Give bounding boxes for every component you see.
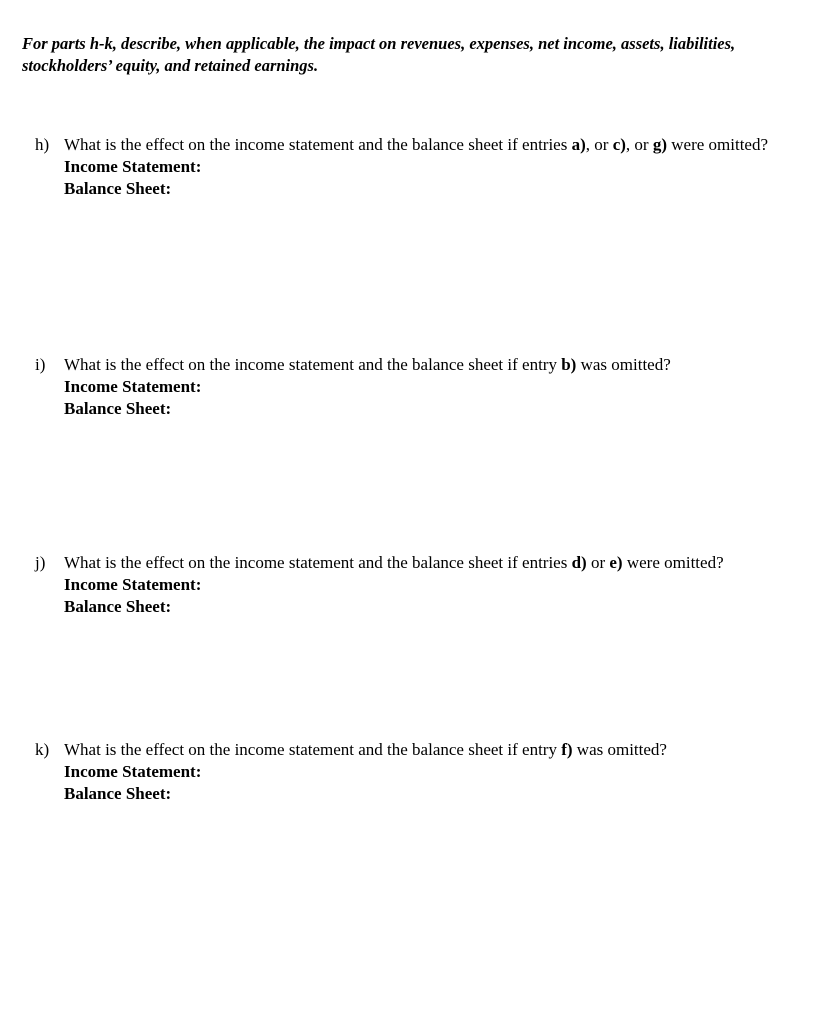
- balance-sheet-label: Balance Sheet:: [64, 399, 172, 418]
- question-label: j): [35, 553, 46, 572]
- entry-reference: f): [561, 740, 573, 759]
- question-k: [35, 739, 815, 805]
- question-i: [35, 354, 815, 420]
- income-statement-label: Income Statement:: [64, 157, 202, 176]
- question-text-part: , or: [585, 135, 613, 154]
- income-statement-label: Income Statement:: [64, 762, 202, 781]
- entry-reference: c): [612, 135, 626, 154]
- entry-reference: g): [652, 135, 667, 154]
- entry-reference: d): [571, 553, 587, 572]
- question-label: i): [35, 355, 46, 374]
- question-text-part: What is the effect on the income statement and the balance sheet if entry: [64, 355, 562, 374]
- balance-sheet-label: Balance Sheet:: [64, 179, 172, 198]
- entry-reference: e): [609, 553, 623, 572]
- question-text-part: What is the effect on the income statement and the balance sheet if entries: [64, 553, 572, 572]
- balance-sheet-label: Balance Sheet:: [64, 784, 172, 803]
- question-text-part: What is the effect on the income statement and the balance sheet if entry: [64, 740, 562, 759]
- question-h: [35, 134, 815, 200]
- question-text-part: or: [586, 553, 610, 572]
- entry-reference: a): [571, 135, 586, 154]
- question-text: [64, 739, 815, 761]
- question-j: [35, 552, 815, 618]
- entry-reference: b): [561, 355, 577, 374]
- question-text-part: were omitted?: [622, 553, 724, 572]
- income-statement-label: Income Statement:: [64, 575, 202, 594]
- question-text-part: were omitted?: [667, 135, 769, 154]
- question-text-part: What is the effect on the income statement and the balance sheet if entries: [64, 135, 572, 154]
- question-text: [64, 134, 815, 156]
- question-label: k): [35, 740, 50, 759]
- question-text-part: was omitted?: [572, 740, 667, 759]
- balance-sheet-label: Balance Sheet:: [64, 597, 172, 616]
- income-statement-label: Income Statement:: [64, 377, 202, 396]
- question-text: [64, 552, 815, 574]
- instructions-text: For parts h-k, describe, when applicable, the impact on revenues, expenses, net income, assets, liabilities, stockholders’ equity, and retained earnings.: [22, 34, 736, 75]
- question-text-part: , or: [625, 135, 653, 154]
- question-text-part: was omitted?: [576, 355, 671, 374]
- question-text: [64, 354, 815, 376]
- question-label: h): [35, 135, 50, 154]
